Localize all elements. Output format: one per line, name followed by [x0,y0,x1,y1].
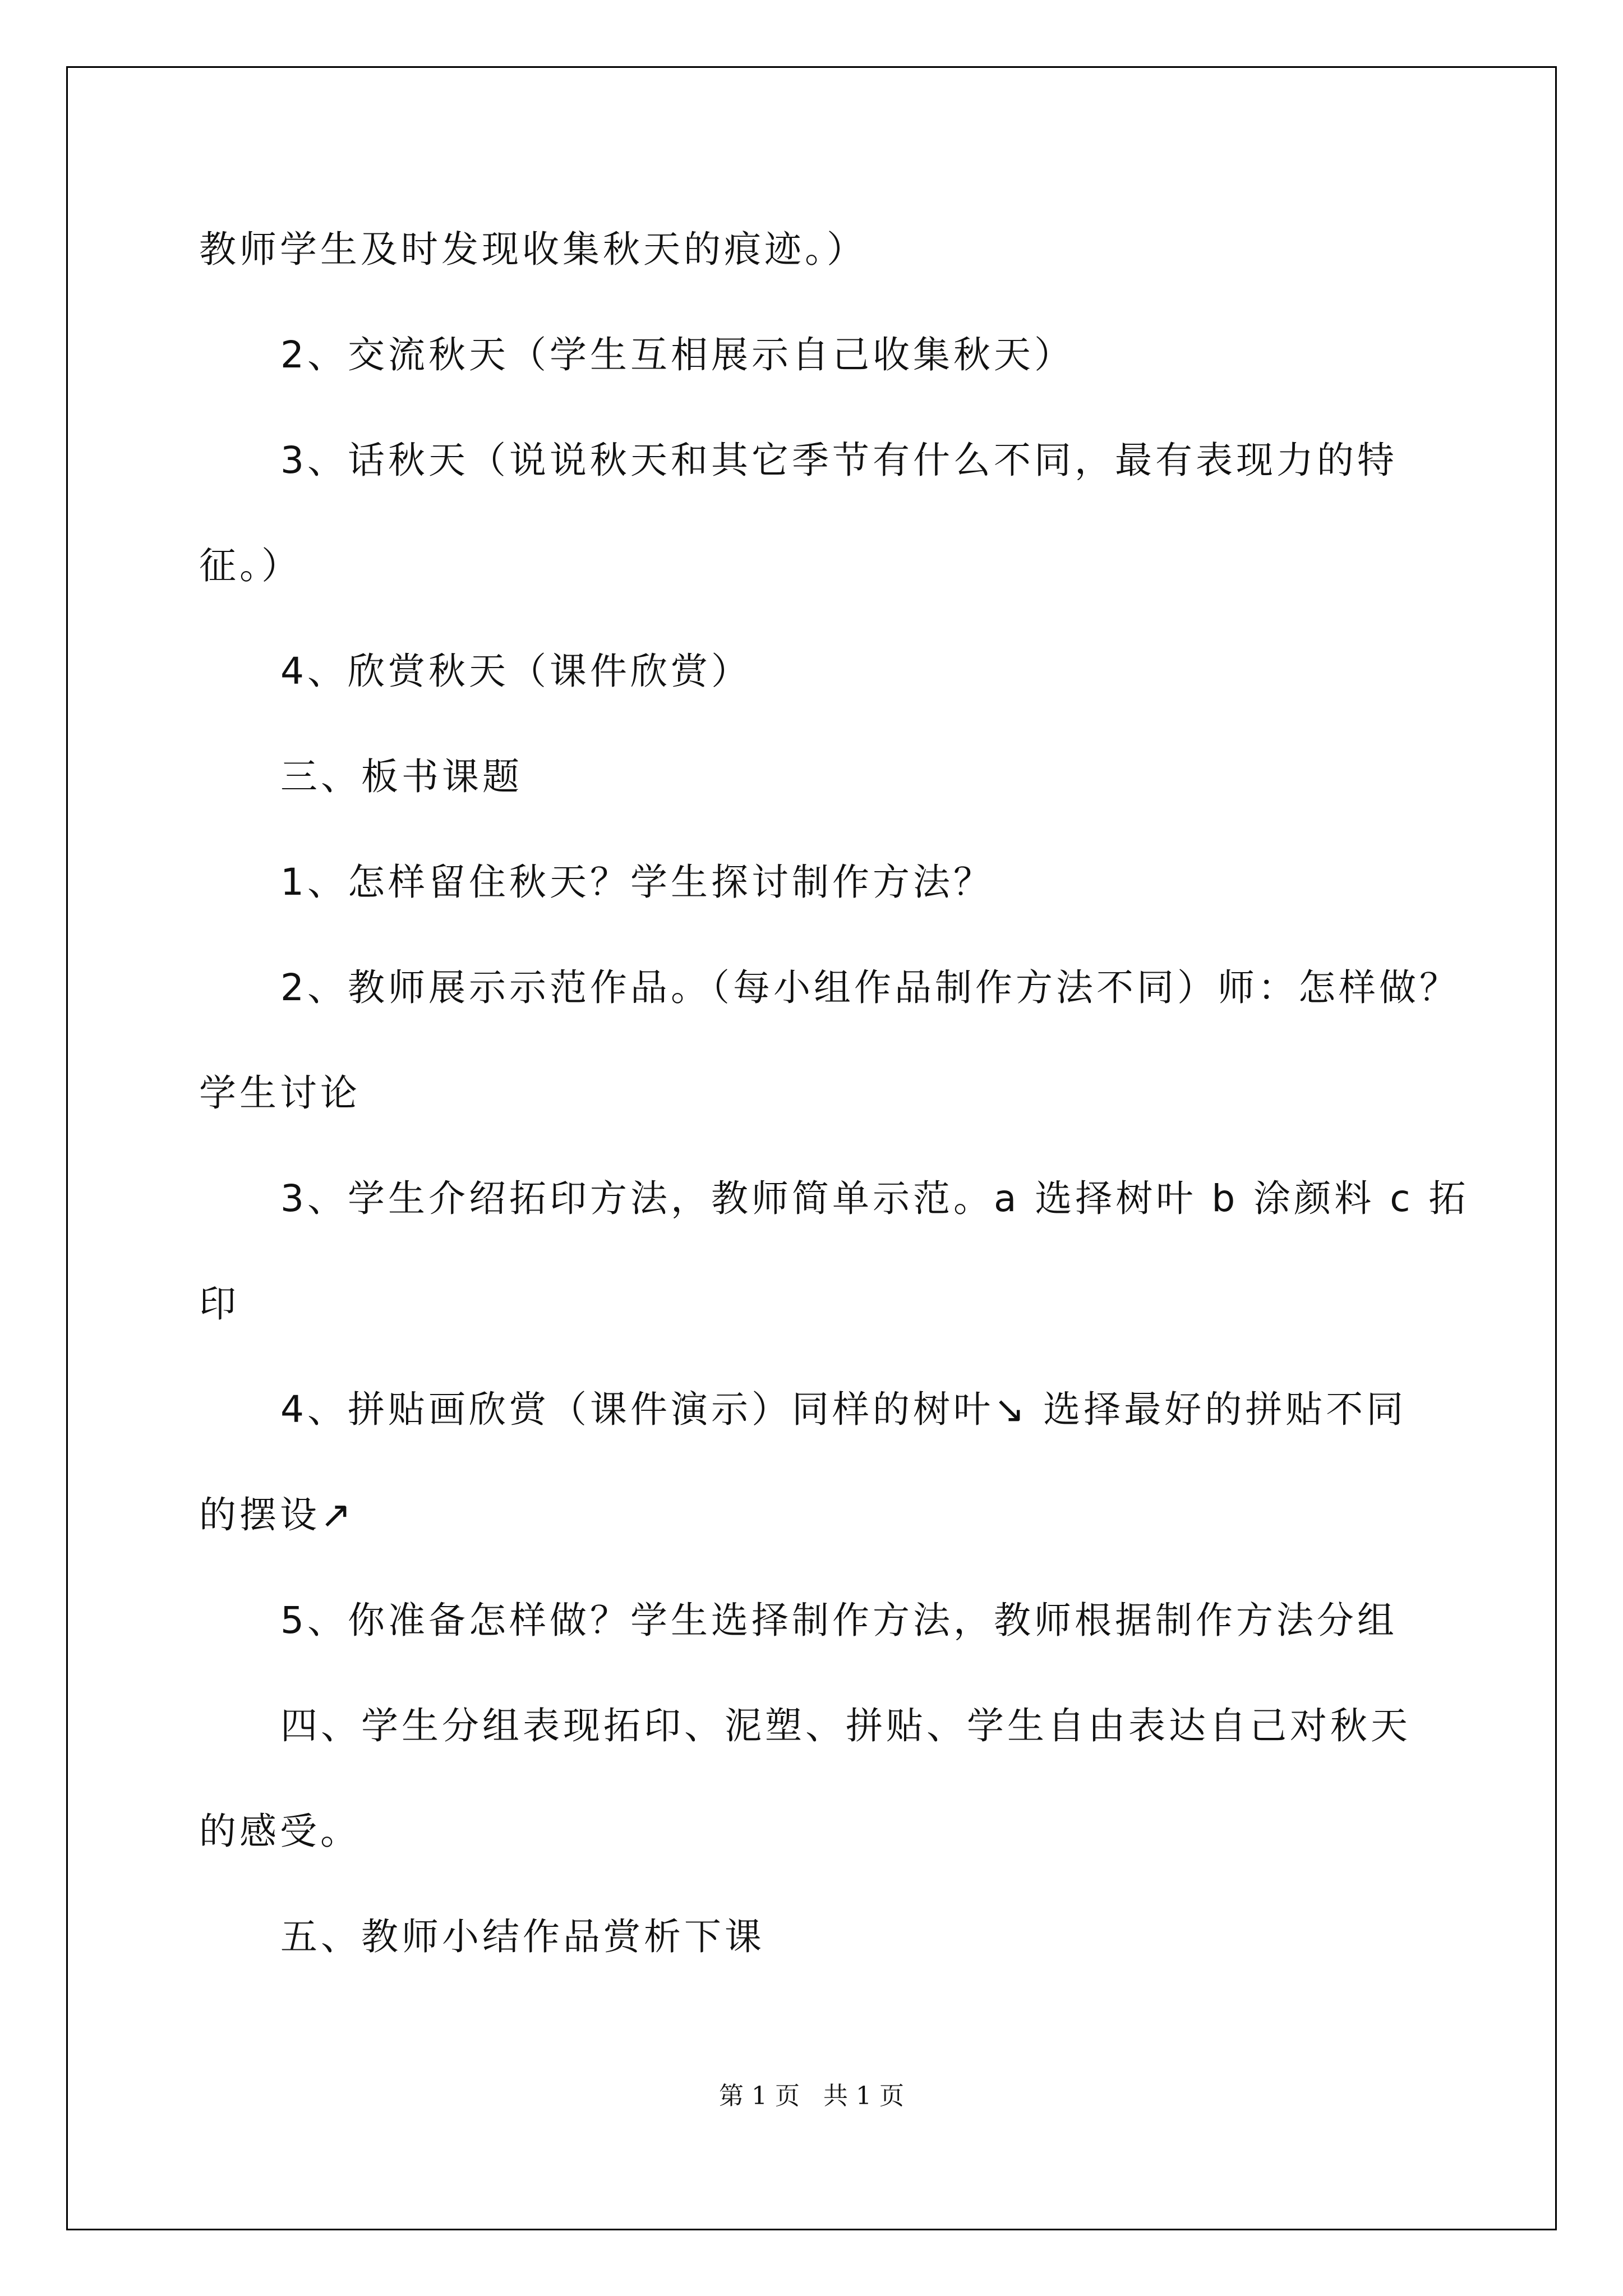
body-line-9: 学生讨论 [199,1071,361,1115]
body-line-12: 4、拼贴画欣赏（课件演示）同样的树叶↘ 选择最好的拼贴不同 [280,1388,1407,1431]
body-line-14: 5、你准备怎样做？学生选择制作方法，教师根据制作方法分组 [280,1599,1398,1642]
page-number-footer: 第 1 页 共 1 页 [719,2082,904,2110]
body-line-13: 的摆设↗ [199,1493,355,1536]
body-line-1: 教师学生及时发现收集秋天的痕迹。） [199,228,867,271]
body-line-3: 3、话秋天（说说秋天和其它季节有什么不同，最有表现力的特 [280,439,1398,482]
body-line-5: 4、欣赏秋天（课件欣赏） [280,650,751,693]
body-line-4: 征。） [199,544,302,587]
body-line-2: 2、交流秋天（学生互相展示自己收集秋天） [280,333,1075,376]
body-line-10: 3、学生介绍拓印方法，教师简单示范。a 选择树叶 b 涂颜料 c 拓 [280,1177,1469,1220]
body-line-16: 的感受。 [199,1810,361,1853]
section-heading-4: 四、学生分组表现拓印、泥塑、拼贴、学生自由表达自己对秋天 [280,1704,1411,1747]
section-heading-5: 五、教师小结作品赏析下课 [280,1915,765,1958]
body-line-11: 印 [199,1282,239,1326]
body-line-8: 2、教师展示示范作品。（每小组作品制作方法不同）师：怎样做？ [280,966,1460,1009]
page-border [66,66,1557,2230]
body-line-7: 1、怎样留住秋天？学生探讨制作方法？ [280,861,994,904]
section-heading-3: 三、板书课题 [280,755,523,798]
